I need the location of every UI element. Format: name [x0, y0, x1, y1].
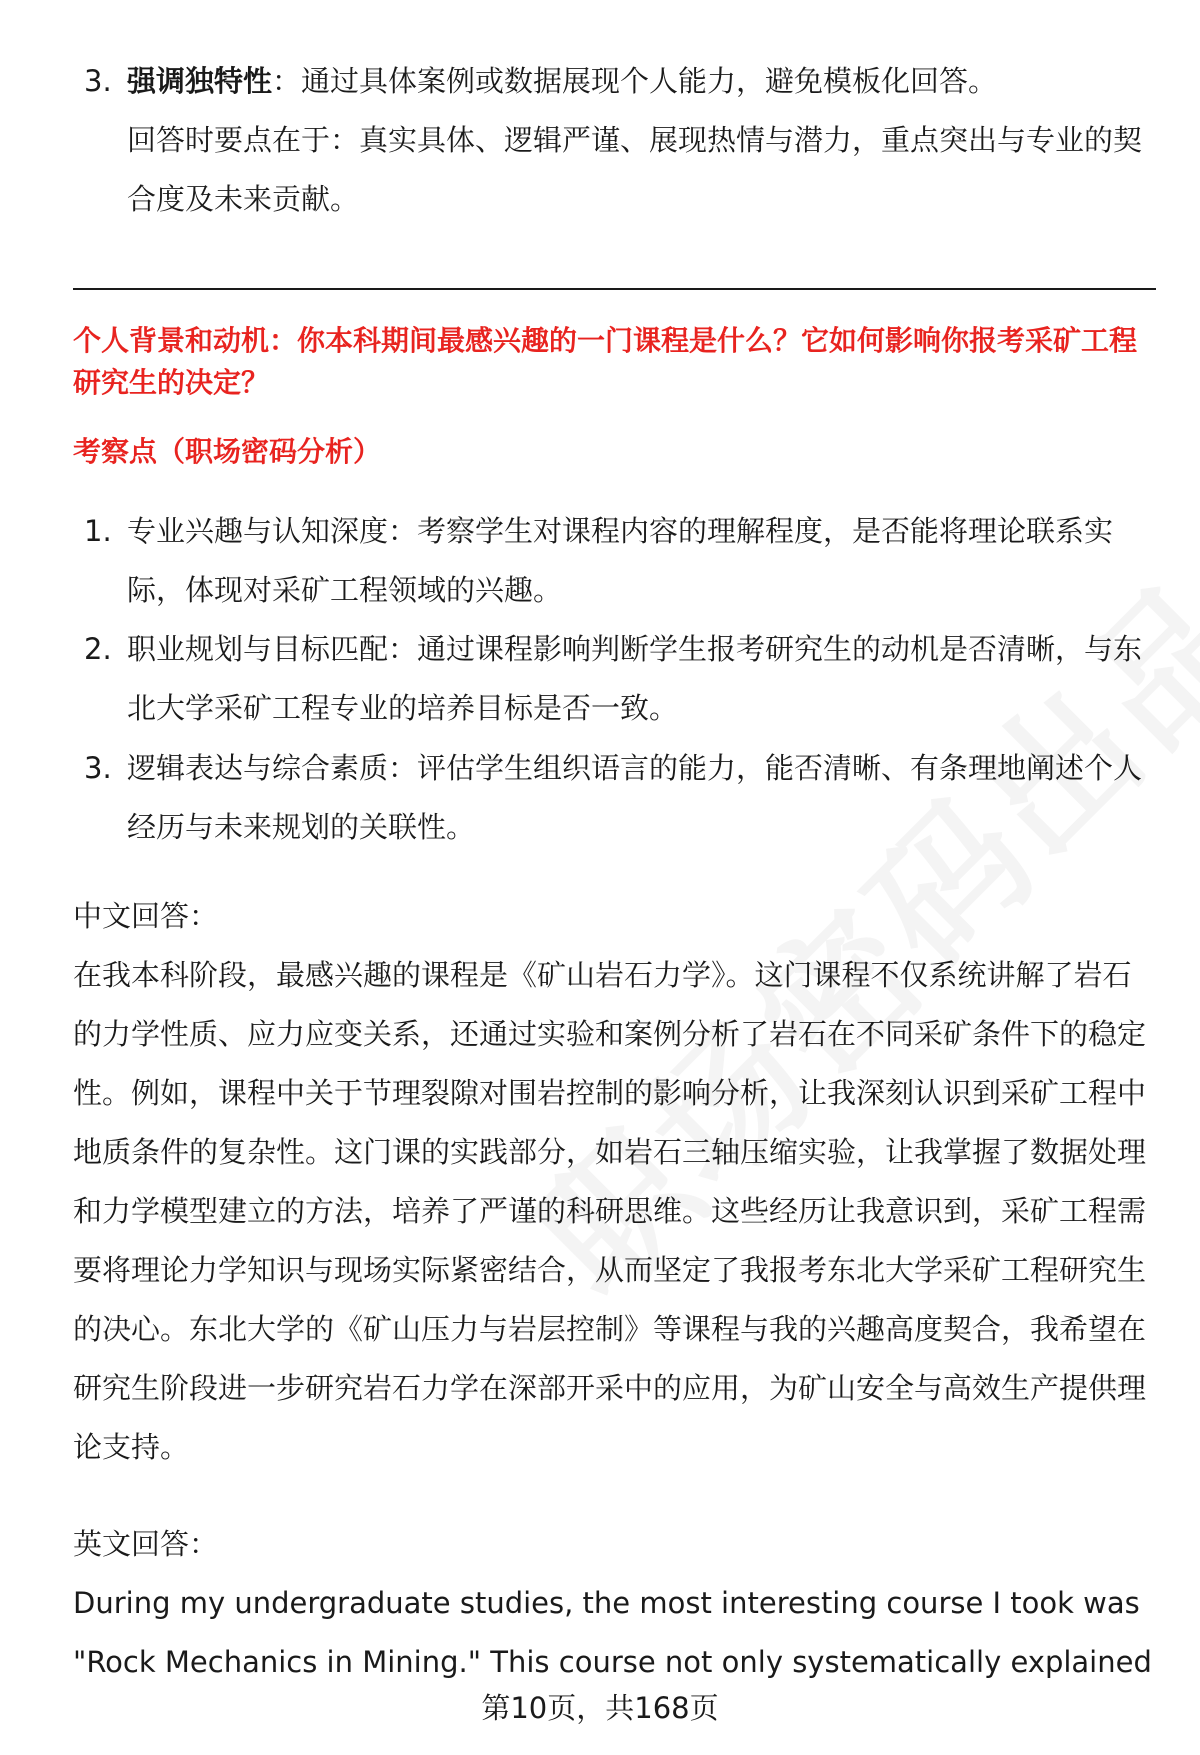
english-answer-label: 英文回答：	[73, 1527, 219, 1561]
chinese-answer-text: 在我本科阶段，最感兴趣的课程是《矿山岩石力学》。这门课程不仅系统讲解了岩石的力学性质、应力应变关系，还通过实验和案例分析了岩石在不同采矿条件下的稳定性。例如，课程中关于节理裂隙对围岩控制的影响分析，让我深刻认识到采矿工程中地质条件的复杂性。这门课的实践部分，如岩石三轴压缩实验，让我掌握了数据处理和力学模型建立的方法，培养了严谨的科研思维。这些经历让我意识到，采矿工程需要将理论力学知识与现场实际紧密结合，从而坚定了我报考东北大学采矿工程研究生的决心。东北大学的《矿山压力与岩层控制》等课程与我的兴趣高度契合，我希望在研究生阶段进一步研究岩石力学在深部开采中的应用，为矿山安全与高效生产提供理论支持。	[73, 958, 1147, 1464]
top-item-text: ：通过具体案例或数据展现个人能力，避免模板化回答。	[272, 64, 998, 98]
top-item-label: 强调独特性	[127, 64, 273, 98]
point-3-number: 3.	[84, 751, 112, 785]
english-answer-line-2: "Rock Mechanics in Mining." This course not only systematically explained	[73, 1645, 1152, 1679]
top-item	[127, 52, 1167, 111]
top-item-number: 3.	[84, 64, 112, 98]
section-divider	[73, 288, 1156, 290]
point-2-number: 2.	[84, 632, 112, 666]
chinese-answer-label: 中文回答：	[73, 899, 219, 933]
point-1-number: 1.	[84, 514, 112, 548]
point-1-text: 专业兴趣与认知深度：考察学生对课程内容的理解程度，是否能将理论联系实际，体现对采矿工程领域的兴趣。	[127, 514, 1114, 607]
english-answer-line-1: During my undergraduate studies, the most interesting course I took was	[73, 1586, 1140, 1620]
question-heading: 个人背景和动机：你本科期间最感兴趣的一门课程是什么？它如何影响你报考采矿工程研究生的决定？	[73, 324, 1138, 399]
point-3-text: 逻辑表达与综合素质：评估学生组织语言的能力，能否清晰、有条理地阐述个人经历与未来规划的关联性。	[127, 751, 1143, 844]
summary-paragraph: 回答时要点在于：真实具体、逻辑严谨、展现热情与潜力，重点突出与专业的契合度及未来贡献。	[127, 123, 1143, 216]
point-2-text: 职业规划与目标匹配：通过课程影响判断学生报考研究生的动机是否清晰，与东北大学采矿工程专业的培养目标是否一致。	[127, 632, 1143, 725]
evaluation-subheading: 考察点（职场密码分析）	[73, 435, 382, 468]
page-footer: 第10页，共168页	[481, 1691, 719, 1725]
